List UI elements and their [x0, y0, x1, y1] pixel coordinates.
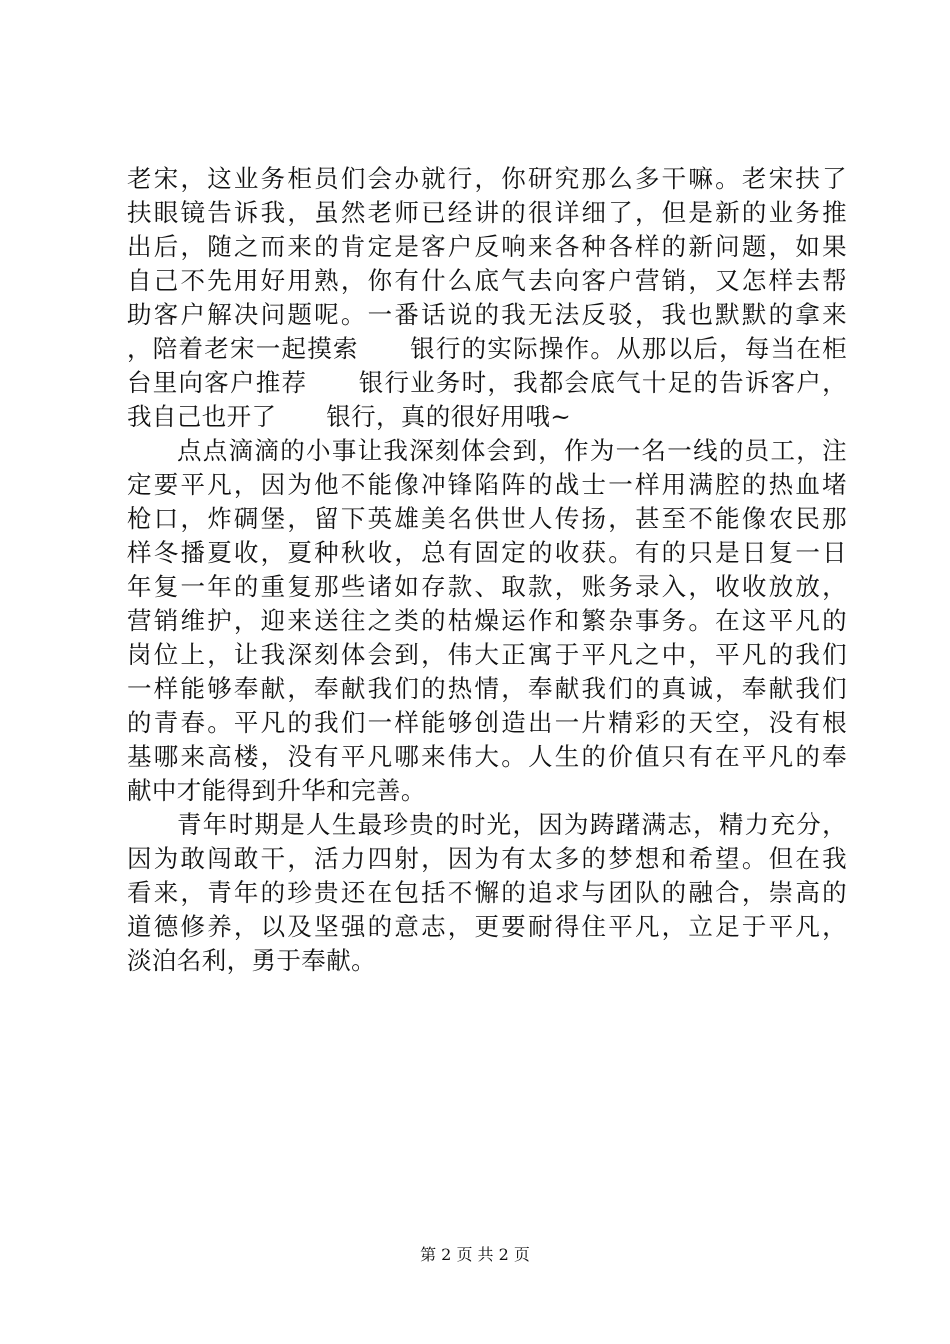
- text-line: 样冬播夏收，夏种秋收，总有固定的收获。有的只是日复一日: [127, 538, 847, 567]
- paragraph-2: [127, 434, 847, 808]
- text-line: 年复一年的重复那些诸如存款、取款，账务录入，收收放放，: [127, 572, 847, 601]
- paragraph-3: [127, 808, 847, 978]
- text-line: 道德修养，以及坚强的意志，更要耐得住平凡，立足于平凡，: [127, 912, 847, 941]
- text-line: 助客户解决问题呢。一番话说的我无法反驳，我也默默的拿来: [127, 300, 847, 329]
- text-line: 自己不先用好用熟，你有什么底气去向客户营销，又怎样去帮: [127, 266, 847, 295]
- text-line: ，陪着老宋一起摸索 银行的实际操作。从那以后，每当在柜: [127, 334, 847, 363]
- text-line: 定要平凡，因为他不能像冲锋陷阵的战士一样用满腔的热血堵: [127, 470, 847, 499]
- text-line: 出后，随之而来的肯定是客户反响来各种各样的新问题，如果: [127, 232, 847, 261]
- text-line: 营销维护，迎来送往之类的枯燥运作和繁杂事务。在这平凡的: [127, 606, 847, 635]
- text-line: 一样能够奉献，奉献我们的热情，奉献我们的真诚，奉献我们: [127, 674, 847, 703]
- document-body: [127, 162, 847, 978]
- text-line: 我自己也开了 银行，真的很好用哦~: [127, 402, 572, 431]
- text-line: 献中才能得到升华和完善。: [127, 776, 426, 805]
- page-footer: [0, 1245, 950, 1265]
- text-line: 基哪来高楼，没有平凡哪来伟大。人生的价值只有在平凡的奉: [127, 742, 847, 771]
- text-line: 岗位上，让我深刻体会到，伟大正寓于平凡之中，平凡的我们: [127, 640, 847, 669]
- text-line: 的青春。平凡的我们一样能够创造出一片精彩的天空，没有根: [127, 708, 847, 737]
- text-line: 点点滴滴的小事让我深刻体会到，作为一名一线的员工，注: [177, 436, 847, 465]
- page-number-label: 第 2 页 共 2 页: [420, 1245, 530, 1264]
- paragraph-1: [127, 162, 847, 434]
- text-line: 枪口，炸碉堡，留下英雄美名供世人传扬，甚至不能像农民那: [127, 504, 847, 533]
- text-line: 台里向客户推荐 银行业务时，我都会底气十足的告诉客户，: [127, 368, 847, 397]
- text-line: 淡泊名利，勇于奉献。: [127, 946, 376, 975]
- text-line: 看来，青年的珍贵还在包括不懈的追求与团队的融合，崇高的: [127, 878, 847, 907]
- text-line: 因为敢闯敢干，活力四射，因为有太多的梦想和希望。但在我: [127, 844, 847, 873]
- text-line: 老宋，这业务柜员们会办就行，你研究那么多干嘛。老宋扶了: [127, 164, 847, 193]
- text-line: 青年时期是人生最珍贵的时光，因为踌躇满志，精力充分，: [177, 810, 847, 839]
- text-line: 扶眼镜告诉我，虽然老师已经讲的很详细了，但是新的业务推: [127, 198, 847, 227]
